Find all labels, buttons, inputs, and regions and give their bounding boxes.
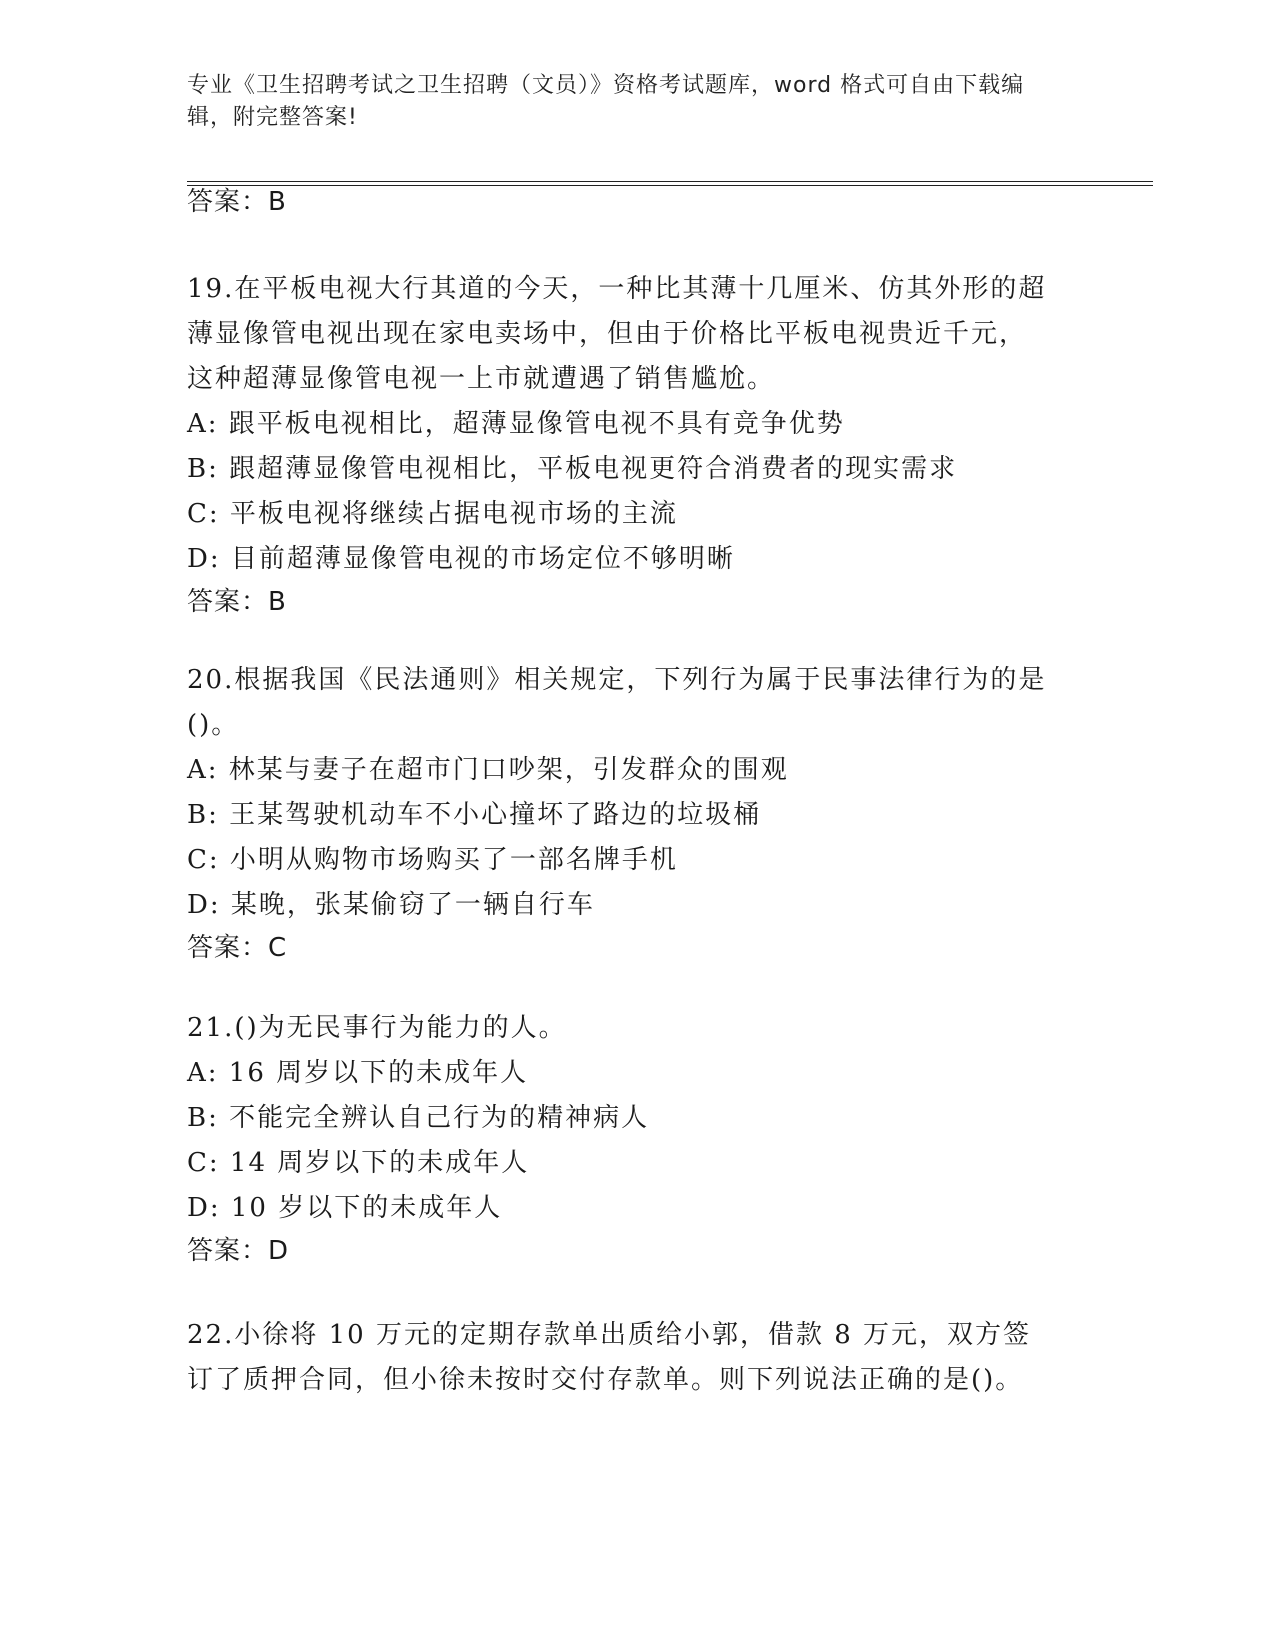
option-a: A: 16 周岁以下的未成年人 — [187, 1058, 529, 1088]
previous-answer-block — [187, 182, 1147, 222]
option-b: B: 不能完全辨认自己行为的精神病人 — [187, 1103, 650, 1133]
question-stem: 21.()为无民事行为能力的人。 — [187, 1013, 567, 1043]
option-b: B: 跟超薄显像管电视相比，平板电视更符合消费者的现实需求 — [187, 454, 958, 484]
question-answer: 答案：B — [187, 587, 287, 617]
previous-answer: 答案：B — [187, 187, 287, 217]
option-d: D: 某晚，张某偷窃了一辆自行车 — [187, 890, 595, 920]
question-22 — [187, 1313, 1147, 1403]
header-note: 专业《卫生招聘考试之卫生招聘（文员）》资格考试题库，word 格式可自由下载编辑，附完整答案! — [187, 73, 1025, 130]
option-c: C: 14 周岁以下的未成年人 — [187, 1148, 530, 1178]
option-d: D: 目前超薄显像管电视的市场定位不够明晰 — [187, 544, 735, 574]
option-d: D: 10 岁以下的未成年人 — [187, 1193, 503, 1223]
question-answer: 答案：D — [187, 1236, 290, 1266]
option-c: C: 平板电视将继续占据电视市场的主流 — [187, 499, 678, 529]
option-b: B: 王某驾驶机动车不小心撞坏了路边的垃圾桶 — [187, 800, 762, 830]
question-21 — [187, 1006, 1147, 1271]
question-answer: 答案：C — [187, 933, 288, 963]
question-20 — [187, 658, 1147, 968]
question-19 — [187, 267, 1147, 622]
question-stem: 20.根据我国《民法通则》相关规定，下列行为属于民事法律行为的是()。 — [187, 665, 1047, 740]
option-a: A: 跟平板电视相比，超薄显像管电视不具有竞争优势 — [187, 409, 845, 439]
question-stem: 19.在平板电视大行其道的今天，一种比其薄十几厘米、仿其外形的超薄显像管电视出现在家电卖场中，但由于价格比平板电视贵近千元，这种超薄显像管电视一上市就遭遇了销售尴尬。 — [187, 274, 1047, 394]
option-a: A: 林某与妻子在超市门口吵架，引发群众的围观 — [187, 755, 789, 785]
document-page — [187, 70, 1147, 1395]
option-c: C: 小明从购物市场购买了一部名牌手机 — [187, 845, 678, 875]
question-stem: 22.小徐将 10 万元的定期存款单出质给小郭，借款 8 万元，双方签订了质押合同，但小徐未按时交付存款单。则下列说法正确的是()。 — [187, 1320, 1032, 1395]
